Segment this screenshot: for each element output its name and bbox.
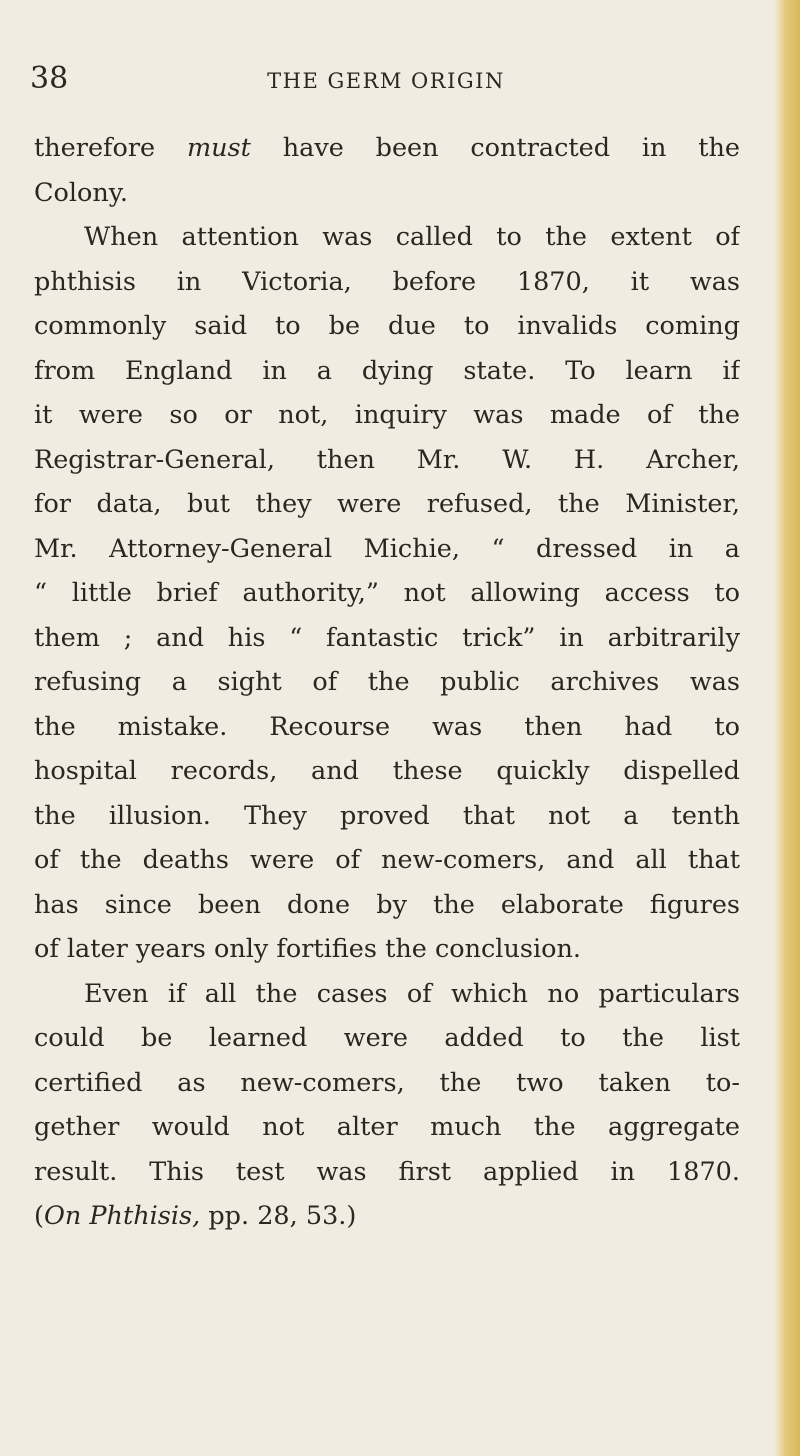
text-line: of later years only fortifies the conclusion. — [34, 934, 581, 964]
page-edge — [774, 0, 800, 1456]
text-line: from England in a dying state. To learn if — [34, 355, 740, 386]
text-line: Even if all the cases of which no particulars — [84, 978, 740, 1009]
text-line: the illusion. They proved that not a tenth — [34, 800, 740, 831]
text-line: commonly said to be due to invalids coming — [34, 311, 740, 341]
text-line: When attention was called to the extent of — [84, 222, 740, 252]
text-line: them ; and his “ fantastic trick” in arbitrarily — [34, 622, 740, 653]
text-line: phthisis in Victoria, before 1870, it was — [34, 266, 740, 297]
text-line: gether would not alter much the aggregate — [34, 1112, 740, 1142]
text-line: the mistake. Recourse was then had to — [34, 711, 740, 742]
text-line: Mr. Attorney-General Michie, “ dressed in a — [34, 533, 740, 564]
text-line: it were so or not, inquiry was made of the — [34, 400, 740, 430]
body-text — [34, 126, 740, 1239]
text-line: hospital records, and these quickly dispelled — [34, 756, 740, 786]
text-line: result. This test was first applied in 1870. — [34, 1156, 740, 1187]
emphasis: must — [186, 133, 251, 163]
text-line: Colony. — [34, 177, 128, 208]
text-line: Registrar-General, then Mr. W. H. Archer, — [34, 444, 740, 475]
page-header — [30, 62, 742, 96]
text-line: for data, but they were refused, the Minister, — [34, 489, 740, 519]
text-line: (On Phthisis, pp. 28, 53.) — [34, 1201, 357, 1231]
text-line: refusing a sight of the public archives was — [34, 667, 740, 697]
emphasis: On Phthisis, — [43, 1201, 201, 1231]
text-line: of the deaths were of new-comers, and all that — [34, 845, 740, 875]
text-line: “ little brief authority,” not allowing access to — [34, 578, 740, 608]
text-line: could be learned were added to the list — [34, 1023, 740, 1053]
text-line: certified as new-comers, the two taken to- — [34, 1067, 740, 1098]
running-head: THE GERM ORIGIN — [267, 69, 505, 93]
text-line: has since been done by the elaborate figures — [34, 889, 740, 920]
page-number: 38 — [30, 61, 69, 96]
text-line: therefore must have been contracted in the — [34, 133, 740, 163]
